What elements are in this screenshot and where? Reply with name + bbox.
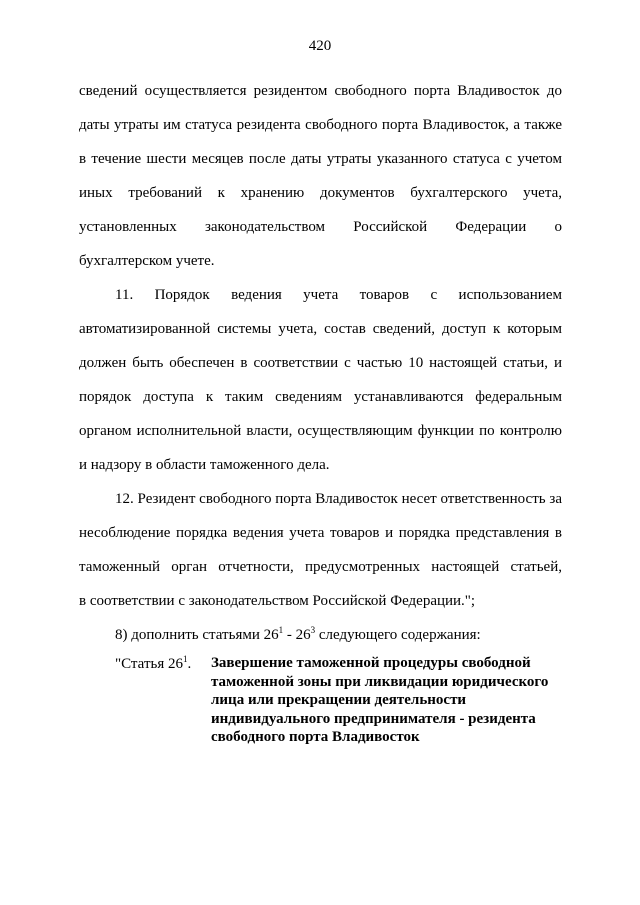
text-line: 11. Порядок ведения учета товаров с использованием bbox=[115, 287, 562, 303]
text-line: в течение шести месяцев после даты утраты указанного статуса с учетом bbox=[79, 151, 562, 167]
text-line: иных требований к хранению документов бухгалтерского учета, bbox=[79, 185, 562, 201]
superscript: 1 bbox=[278, 625, 284, 635]
text-line: автоматизированной системы учета, состав сведений, доступ к которым bbox=[79, 321, 562, 337]
text-line: и надзору в области таможенного дела. bbox=[79, 457, 330, 473]
page-number: 420 bbox=[308, 38, 332, 54]
text-line: органом исполнительной власти, осуществляющим функции по контролю bbox=[79, 423, 562, 439]
item-8-text-mid: - 26 bbox=[283, 627, 311, 643]
article-label-dot: . bbox=[187, 656, 192, 672]
text-line: установленных законодательством Российской Федерации о bbox=[79, 219, 562, 235]
text-line: даты утраты им статуса резидента свободного порта Владивосток, а также bbox=[79, 117, 562, 133]
text-line: несоблюдение порядка ведения учета товаров и порядка представления в bbox=[79, 525, 562, 541]
article-heading bbox=[79, 654, 562, 754]
text-line: бухгалтерском учете. bbox=[79, 253, 215, 269]
paragraph-11 bbox=[79, 278, 562, 482]
superscript: 3 bbox=[310, 625, 316, 635]
document-body bbox=[79, 74, 562, 754]
article-label bbox=[115, 654, 191, 674]
paragraph-item-8 bbox=[79, 618, 562, 652]
article-label-text: "Статья 26 bbox=[115, 656, 183, 672]
text-line: должен быть обеспечен в соответствии с частью 10 настоящей статьи, и bbox=[79, 355, 562, 371]
text-line: сведений осуществляется резидентом свободного порта Владивосток до bbox=[79, 83, 562, 99]
text-line: таможенный орган отчетности, предусмотренных настоящей статьей, bbox=[79, 559, 562, 575]
text-line: порядок доступа к таким сведениям устанавливаются федеральным bbox=[79, 389, 562, 405]
paragraph-continuation bbox=[79, 74, 562, 278]
text-line: в соответствии с законодательством Российской Федерации."; bbox=[79, 593, 476, 609]
text-line: 12. Резидент свободного порта Владивосток несет ответственность за bbox=[115, 491, 562, 507]
superscript: 1 bbox=[182, 654, 188, 664]
item-8-text-start: 8) дополнить статьями 26 bbox=[115, 627, 279, 643]
item-8-text-end: следующего содержания: bbox=[315, 627, 481, 643]
paragraph-12 bbox=[79, 482, 562, 618]
article-title: Завершение таможенной процедуры свободной таможенной зоны при ликвидации юридического лица или прекращении деятельности индивидуального предпринимателя - резидента свободного порта Владивосток bbox=[211, 655, 549, 745]
